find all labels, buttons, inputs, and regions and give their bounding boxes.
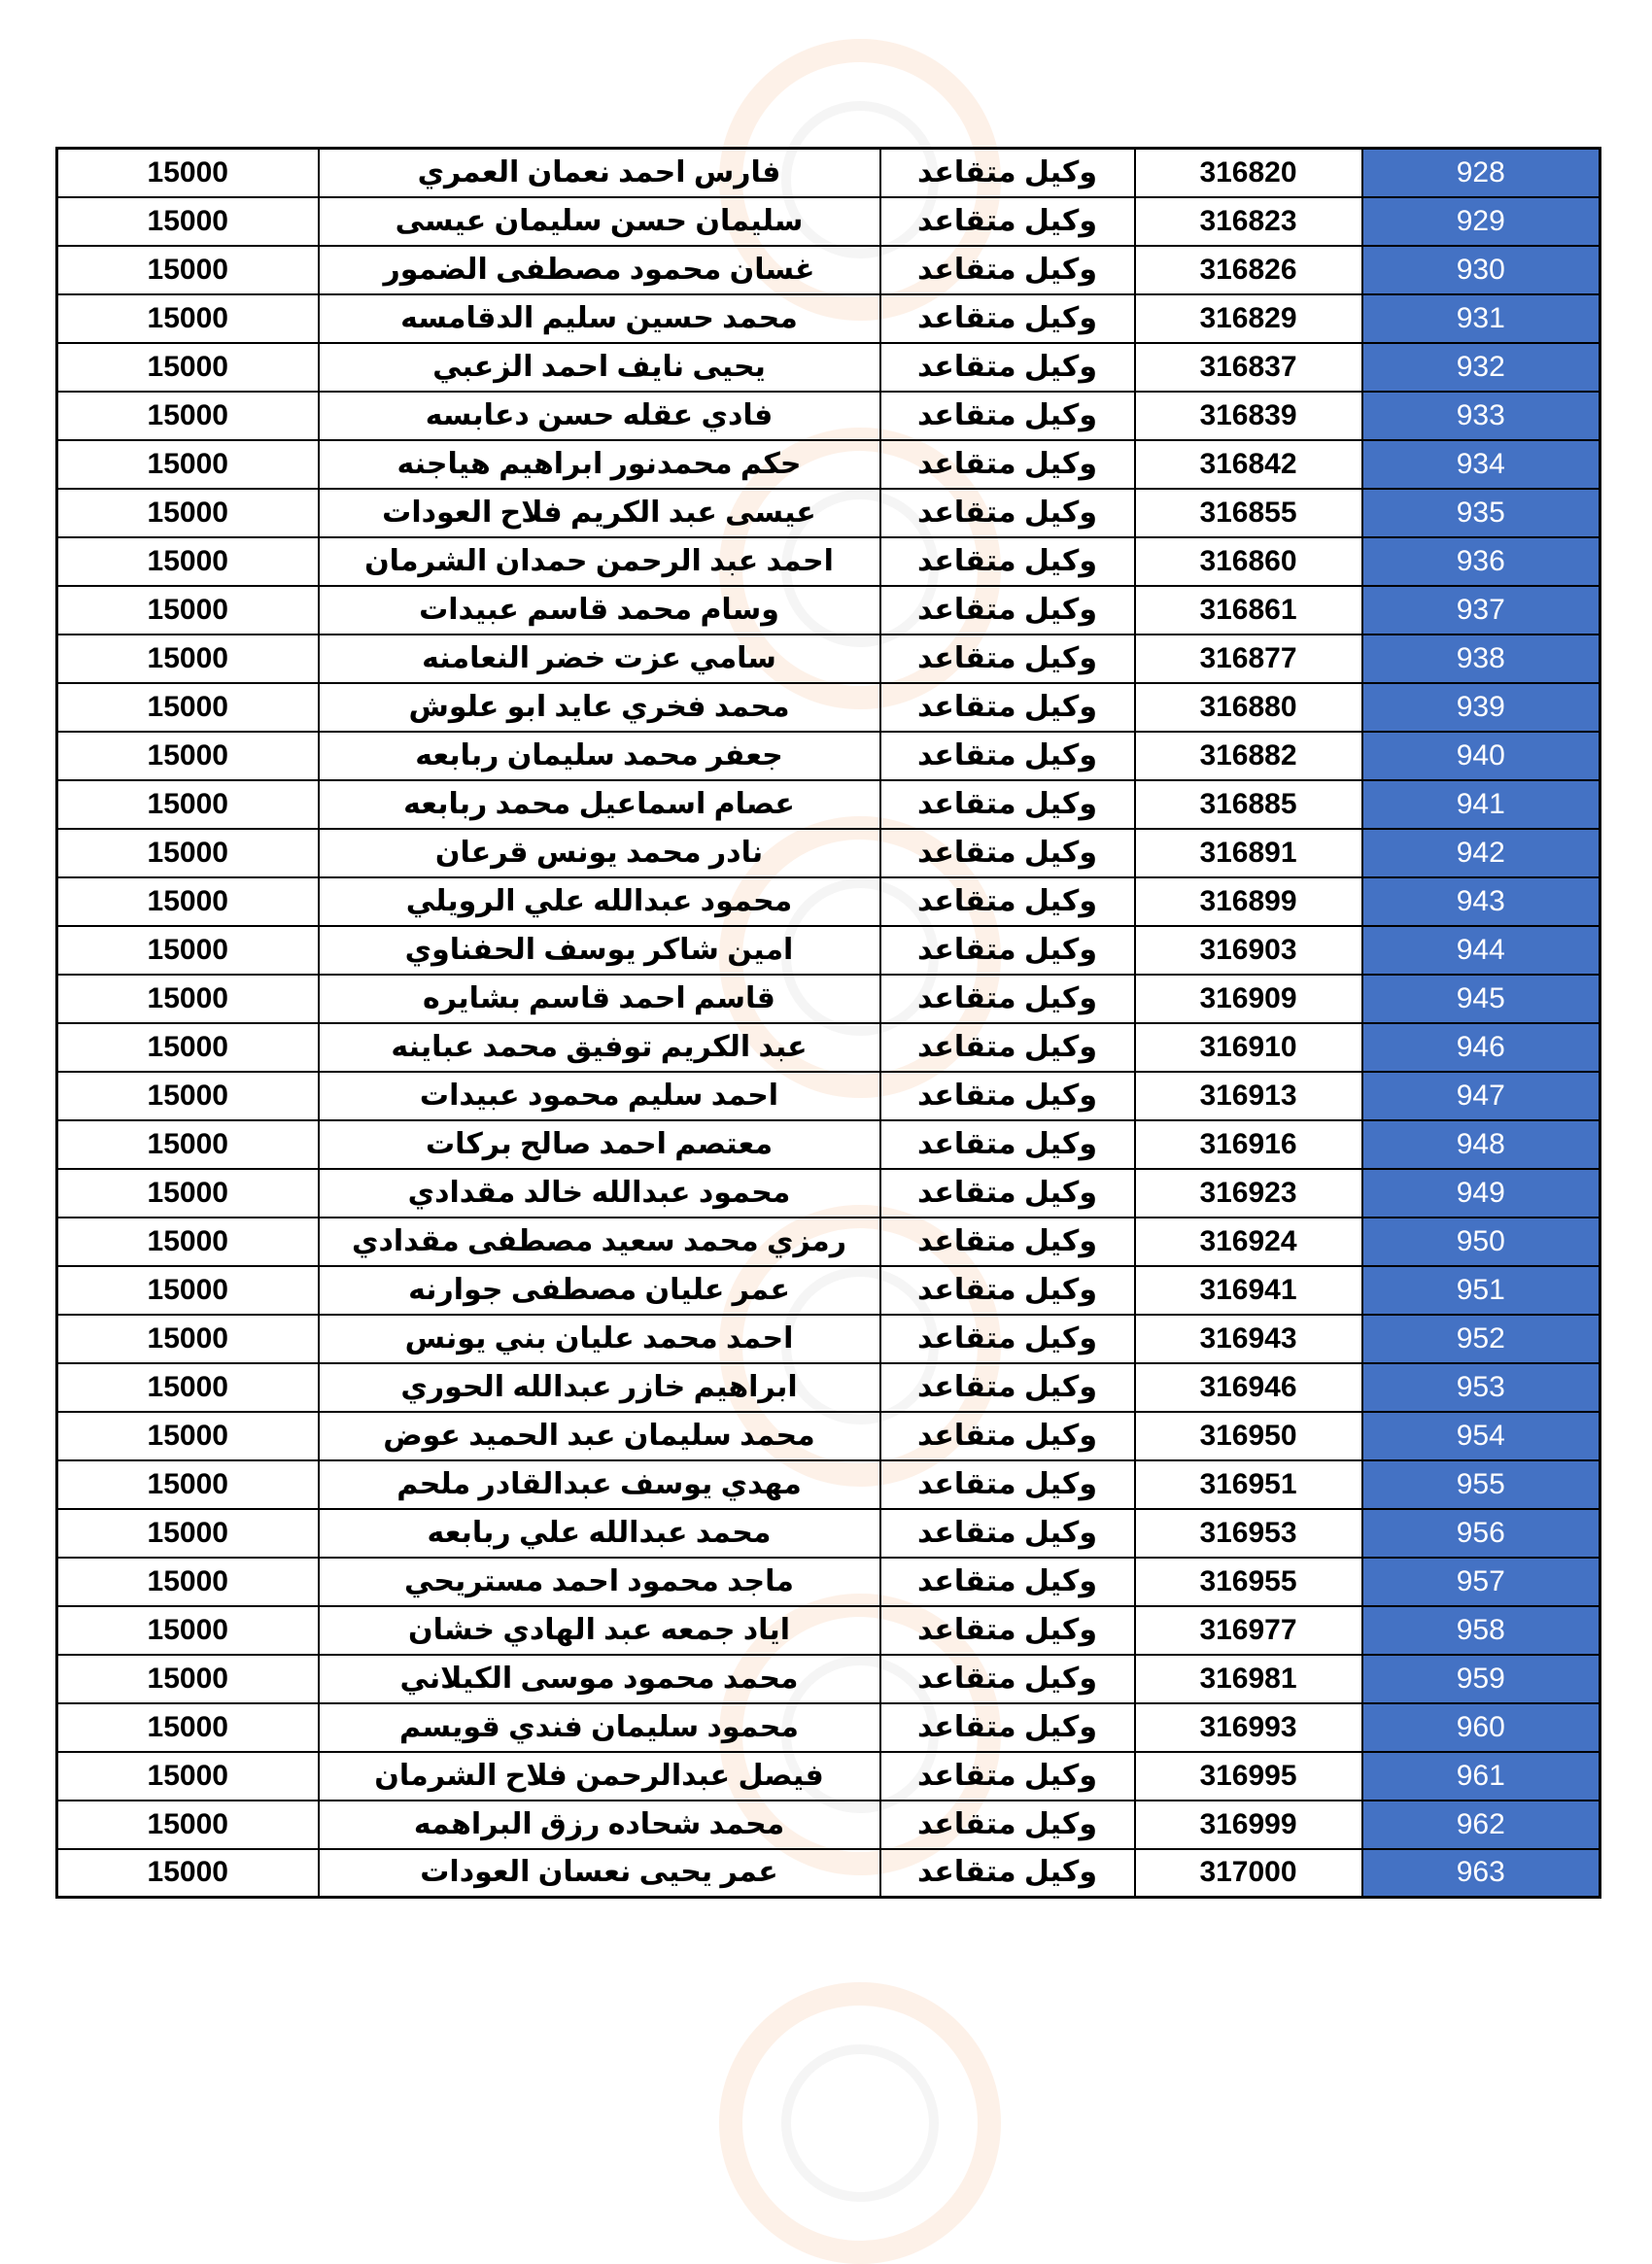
rank-cell: وكيل متقاعد xyxy=(880,1752,1135,1801)
rank-cell: وكيل متقاعد xyxy=(880,1509,1135,1558)
table-row xyxy=(57,1266,1600,1315)
rank-cell: وكيل متقاعد xyxy=(880,635,1135,683)
sequence-number-cell: 947 xyxy=(1362,1072,1600,1120)
table-row xyxy=(57,586,1600,635)
rank-cell: وكيل متقاعد xyxy=(880,829,1135,877)
amount-cell: 15000 xyxy=(57,586,319,635)
amount-cell: 15000 xyxy=(57,149,319,197)
rank-cell: وكيل متقاعد xyxy=(880,1606,1135,1655)
sequence-number-cell: 928 xyxy=(1362,149,1600,197)
amount-cell: 15000 xyxy=(57,197,319,246)
id-number-cell: 316953 xyxy=(1135,1509,1362,1558)
amount-cell: 15000 xyxy=(57,1703,319,1752)
rank-cell: وكيل متقاعد xyxy=(880,246,1135,294)
amount-cell: 15000 xyxy=(57,1655,319,1703)
sequence-number-cell: 951 xyxy=(1362,1266,1600,1315)
name-cell: امين شاكر يوسف الحفناوي xyxy=(319,926,880,975)
amount-cell: 15000 xyxy=(57,1460,319,1509)
id-number-cell: 316993 xyxy=(1135,1703,1362,1752)
table-row xyxy=(57,246,1600,294)
sequence-number-cell: 946 xyxy=(1362,1023,1600,1072)
rank-cell: وكيل متقاعد xyxy=(880,1703,1135,1752)
table-row xyxy=(57,294,1600,343)
amount-cell: 15000 xyxy=(57,1120,319,1169)
id-number-cell: 316877 xyxy=(1135,635,1362,683)
name-cell: عيسى عبد الكريم فلاح العودات xyxy=(319,489,880,537)
sequence-number-cell: 930 xyxy=(1362,246,1600,294)
sequence-number-cell: 958 xyxy=(1362,1606,1600,1655)
id-number-cell: 316977 xyxy=(1135,1606,1362,1655)
sequence-number-cell: 956 xyxy=(1362,1509,1600,1558)
name-cell: محمد فخري عايد ابو علوش xyxy=(319,683,880,732)
table-row xyxy=(57,440,1600,489)
table-row xyxy=(57,1655,1600,1703)
table-row xyxy=(57,537,1600,586)
sequence-number-cell: 953 xyxy=(1362,1363,1600,1412)
rank-cell: وكيل متقاعد xyxy=(880,537,1135,586)
sequence-number-cell: 933 xyxy=(1362,392,1600,440)
rank-cell: وكيل متقاعد xyxy=(880,343,1135,392)
name-cell: سامي عزت خضر النعامنه xyxy=(319,635,880,683)
name-cell: محمود عبدالله علي الرويلي xyxy=(319,877,880,926)
amount-cell: 15000 xyxy=(57,1801,319,1849)
table-row xyxy=(57,197,1600,246)
name-cell: محمد سليمان عبد الحميد عوض xyxy=(319,1412,880,1460)
id-number-cell: 316923 xyxy=(1135,1169,1362,1218)
rank-cell: وكيل متقاعد xyxy=(880,1023,1135,1072)
name-cell: فيصل عبدالرحمن فلاح الشرمان xyxy=(319,1752,880,1801)
name-cell: عمر يحيى نعسان العودات xyxy=(319,1849,880,1898)
id-number-cell: 317000 xyxy=(1135,1849,1362,1898)
amount-cell: 15000 xyxy=(57,1412,319,1460)
id-number-cell: 316943 xyxy=(1135,1315,1362,1363)
name-cell: مهدي يوسف عبدالقادر ملحم xyxy=(319,1460,880,1509)
table-row xyxy=(57,683,1600,732)
id-number-cell: 316951 xyxy=(1135,1460,1362,1509)
amount-cell: 15000 xyxy=(57,1023,319,1072)
rank-cell: وكيل متقاعد xyxy=(880,1655,1135,1703)
id-number-cell: 316837 xyxy=(1135,343,1362,392)
sequence-number-cell: 944 xyxy=(1362,926,1600,975)
id-number-cell: 316839 xyxy=(1135,392,1362,440)
sequence-number-cell: 939 xyxy=(1362,683,1600,732)
sequence-number-cell: 948 xyxy=(1362,1120,1600,1169)
name-cell: قاسم احمد قاسم بشايره xyxy=(319,975,880,1023)
rank-cell: وكيل متقاعد xyxy=(880,489,1135,537)
id-number-cell: 316910 xyxy=(1135,1023,1362,1072)
name-cell: احمد عبد الرحمن حمدان الشرمان xyxy=(319,537,880,586)
rank-cell: وكيل متقاعد xyxy=(880,1412,1135,1460)
amount-cell: 15000 xyxy=(57,635,319,683)
id-number-cell: 316820 xyxy=(1135,149,1362,197)
name-cell: فارس احمد نعمان العمري xyxy=(319,149,880,197)
id-number-cell: 316955 xyxy=(1135,1558,1362,1606)
amount-cell: 15000 xyxy=(57,1558,319,1606)
name-cell: يحيى نايف احمد الزعبي xyxy=(319,343,880,392)
id-number-cell: 316995 xyxy=(1135,1752,1362,1801)
rank-cell: وكيل متقاعد xyxy=(880,440,1135,489)
id-number-cell: 316842 xyxy=(1135,440,1362,489)
name-cell: ماجد محمود احمد مستريحي xyxy=(319,1558,880,1606)
sequence-number-cell: 934 xyxy=(1362,440,1600,489)
id-number-cell: 316880 xyxy=(1135,683,1362,732)
amount-cell: 15000 xyxy=(57,780,319,829)
id-number-cell: 316829 xyxy=(1135,294,1362,343)
amount-cell: 15000 xyxy=(57,829,319,877)
sequence-number-cell: 952 xyxy=(1362,1315,1600,1363)
id-number-cell: 316826 xyxy=(1135,246,1362,294)
id-number-cell: 316899 xyxy=(1135,877,1362,926)
id-number-cell: 316999 xyxy=(1135,1801,1362,1849)
rank-cell: وكيل متقاعد xyxy=(880,683,1135,732)
rank-cell: وكيل متقاعد xyxy=(880,1801,1135,1849)
name-cell: محمود عبدالله خالد مقدادي xyxy=(319,1169,880,1218)
id-number-cell: 316909 xyxy=(1135,975,1362,1023)
rank-cell: وكيل متقاعد xyxy=(880,294,1135,343)
name-cell: حكم محمدنور ابراهيم هياجنه xyxy=(319,440,880,489)
amount-cell: 15000 xyxy=(57,489,319,537)
table-row xyxy=(57,1606,1600,1655)
table-row xyxy=(57,780,1600,829)
name-cell: غسان محمود مصطفى الضمور xyxy=(319,246,880,294)
rank-cell: وكيل متقاعد xyxy=(880,1315,1135,1363)
id-number-cell: 316855 xyxy=(1135,489,1362,537)
id-number-cell: 316946 xyxy=(1135,1363,1362,1412)
id-number-cell: 316860 xyxy=(1135,537,1362,586)
sequence-number-cell: 960 xyxy=(1362,1703,1600,1752)
table-row xyxy=(57,926,1600,975)
table-row xyxy=(57,392,1600,440)
id-number-cell: 316861 xyxy=(1135,586,1362,635)
amount-cell: 15000 xyxy=(57,392,319,440)
table-row xyxy=(57,1412,1600,1460)
table-row xyxy=(57,829,1600,877)
table-row xyxy=(57,1509,1600,1558)
table-row xyxy=(57,732,1600,780)
amount-cell: 15000 xyxy=(57,1849,319,1898)
rank-cell: وكيل متقاعد xyxy=(880,926,1135,975)
amount-cell: 15000 xyxy=(57,246,319,294)
id-number-cell: 316903 xyxy=(1135,926,1362,975)
table-row xyxy=(57,149,1600,197)
rank-cell: وكيل متقاعد xyxy=(880,877,1135,926)
amount-cell: 15000 xyxy=(57,1072,319,1120)
table-row xyxy=(57,1363,1600,1412)
name-cell: جعفر محمد سليمان ربابعه xyxy=(319,732,880,780)
id-number-cell: 316916 xyxy=(1135,1120,1362,1169)
rank-cell: وكيل متقاعد xyxy=(880,1120,1135,1169)
name-cell: عبد الكريم توفيق محمد عباينه xyxy=(319,1023,880,1072)
name-cell: عصام اسماعيل محمد ربابعه xyxy=(319,780,880,829)
table-row xyxy=(57,1120,1600,1169)
rank-cell: وكيل متقاعد xyxy=(880,392,1135,440)
rank-cell: وكيل متقاعد xyxy=(880,1363,1135,1412)
id-number-cell: 316981 xyxy=(1135,1655,1362,1703)
sequence-number-cell: 937 xyxy=(1362,586,1600,635)
name-cell: اياد جمعه عبد الهادي خشان xyxy=(319,1606,880,1655)
sequence-number-cell: 935 xyxy=(1362,489,1600,537)
table-row xyxy=(57,1315,1600,1363)
id-number-cell: 316885 xyxy=(1135,780,1362,829)
name-cell: فادي عقله حسن دعابسه xyxy=(319,392,880,440)
table-row xyxy=(57,1218,1600,1266)
rank-cell: وكيل متقاعد xyxy=(880,1266,1135,1315)
sequence-number-cell: 943 xyxy=(1362,877,1600,926)
amount-cell: 15000 xyxy=(57,1266,319,1315)
sequence-number-cell: 963 xyxy=(1362,1849,1600,1898)
rank-cell: وكيل متقاعد xyxy=(880,780,1135,829)
sequence-number-cell: 936 xyxy=(1362,537,1600,586)
sequence-number-cell: 932 xyxy=(1362,343,1600,392)
table-row xyxy=(57,1703,1600,1752)
table-row xyxy=(57,975,1600,1023)
sequence-number-cell: 931 xyxy=(1362,294,1600,343)
sequence-number-cell: 945 xyxy=(1362,975,1600,1023)
sequence-number-cell: 961 xyxy=(1362,1752,1600,1801)
roster-body xyxy=(57,149,1600,1898)
table-row xyxy=(57,1752,1600,1801)
sequence-number-cell: 929 xyxy=(1362,197,1600,246)
id-number-cell: 316950 xyxy=(1135,1412,1362,1460)
sequence-number-cell: 941 xyxy=(1362,780,1600,829)
rank-cell: وكيل متقاعد xyxy=(880,732,1135,780)
name-cell: احمد سليم محمود عبيدات xyxy=(319,1072,880,1120)
id-number-cell: 316913 xyxy=(1135,1072,1362,1120)
name-cell: احمد محمد عليان بني يونس xyxy=(319,1315,880,1363)
rank-cell: وكيل متقاعد xyxy=(880,1169,1135,1218)
table-row xyxy=(57,489,1600,537)
table-row xyxy=(57,343,1600,392)
sequence-number-cell: 954 xyxy=(1362,1412,1600,1460)
sequence-number-cell: 955 xyxy=(1362,1460,1600,1509)
rank-cell: وكيل متقاعد xyxy=(880,197,1135,246)
sequence-number-cell: 957 xyxy=(1362,1558,1600,1606)
sequence-number-cell: 959 xyxy=(1362,1655,1600,1703)
amount-cell: 15000 xyxy=(57,1315,319,1363)
rank-cell: وكيل متقاعد xyxy=(880,975,1135,1023)
amount-cell: 15000 xyxy=(57,1218,319,1266)
amount-cell: 15000 xyxy=(57,926,319,975)
amount-cell: 15000 xyxy=(57,1752,319,1801)
rank-cell: وكيل متقاعد xyxy=(880,1072,1135,1120)
sequence-number-cell: 949 xyxy=(1362,1169,1600,1218)
amount-cell: 15000 xyxy=(57,1509,319,1558)
table-row xyxy=(57,635,1600,683)
watermark-logo xyxy=(719,1982,1001,2264)
table-row xyxy=(57,1801,1600,1849)
amount-cell: 15000 xyxy=(57,732,319,780)
id-number-cell: 316891 xyxy=(1135,829,1362,877)
amount-cell: 15000 xyxy=(57,975,319,1023)
name-cell: محمد شحاده رزق البراهمه xyxy=(319,1801,880,1849)
sequence-number-cell: 962 xyxy=(1362,1801,1600,1849)
rank-cell: وكيل متقاعد xyxy=(880,149,1135,197)
name-cell: محمود سليمان فندي قويسم xyxy=(319,1703,880,1752)
name-cell: رمزي محمد سعيد مصطفى مقدادي xyxy=(319,1218,880,1266)
amount-cell: 15000 xyxy=(57,1606,319,1655)
sequence-number-cell: 940 xyxy=(1362,732,1600,780)
rank-cell: وكيل متقاعد xyxy=(880,1218,1135,1266)
amount-cell: 15000 xyxy=(57,440,319,489)
name-cell: محمد عبدالله علي ربابعه xyxy=(319,1509,880,1558)
amount-cell: 15000 xyxy=(57,537,319,586)
sequence-number-cell: 938 xyxy=(1362,635,1600,683)
name-cell: محمد محمود موسى الكيلاني xyxy=(319,1655,880,1703)
name-cell: معتصم احمد صالح بركات xyxy=(319,1120,880,1169)
rank-cell: وكيل متقاعد xyxy=(880,1558,1135,1606)
roster-table xyxy=(55,147,1601,1899)
name-cell: محمد حسين سليم الدقامسه xyxy=(319,294,880,343)
amount-cell: 15000 xyxy=(57,683,319,732)
table-row xyxy=(57,1023,1600,1072)
amount-cell: 15000 xyxy=(57,877,319,926)
rank-cell: وكيل متقاعد xyxy=(880,586,1135,635)
table-row xyxy=(57,1460,1600,1509)
table-row xyxy=(57,1169,1600,1218)
table-row xyxy=(57,877,1600,926)
name-cell: سليمان حسن سليمان عيسى xyxy=(319,197,880,246)
rank-cell: وكيل متقاعد xyxy=(880,1849,1135,1898)
amount-cell: 15000 xyxy=(57,1363,319,1412)
name-cell: عمر عليان مصطفى جوارنه xyxy=(319,1266,880,1315)
rank-cell: وكيل متقاعد xyxy=(880,1460,1135,1509)
id-number-cell: 316823 xyxy=(1135,197,1362,246)
name-cell: وسام محمد قاسم عبيدات xyxy=(319,586,880,635)
name-cell: ابراهيم خازر عبدالله الحوري xyxy=(319,1363,880,1412)
amount-cell: 15000 xyxy=(57,294,319,343)
table-row xyxy=(57,1849,1600,1898)
id-number-cell: 316924 xyxy=(1135,1218,1362,1266)
amount-cell: 15000 xyxy=(57,343,319,392)
amount-cell: 15000 xyxy=(57,1169,319,1218)
name-cell: نادر محمد يونس قرعان xyxy=(319,829,880,877)
sequence-number-cell: 942 xyxy=(1362,829,1600,877)
id-number-cell: 316941 xyxy=(1135,1266,1362,1315)
table-row xyxy=(57,1072,1600,1120)
sequence-number-cell: 950 xyxy=(1362,1218,1600,1266)
id-number-cell: 316882 xyxy=(1135,732,1362,780)
table-row xyxy=(57,1558,1600,1606)
